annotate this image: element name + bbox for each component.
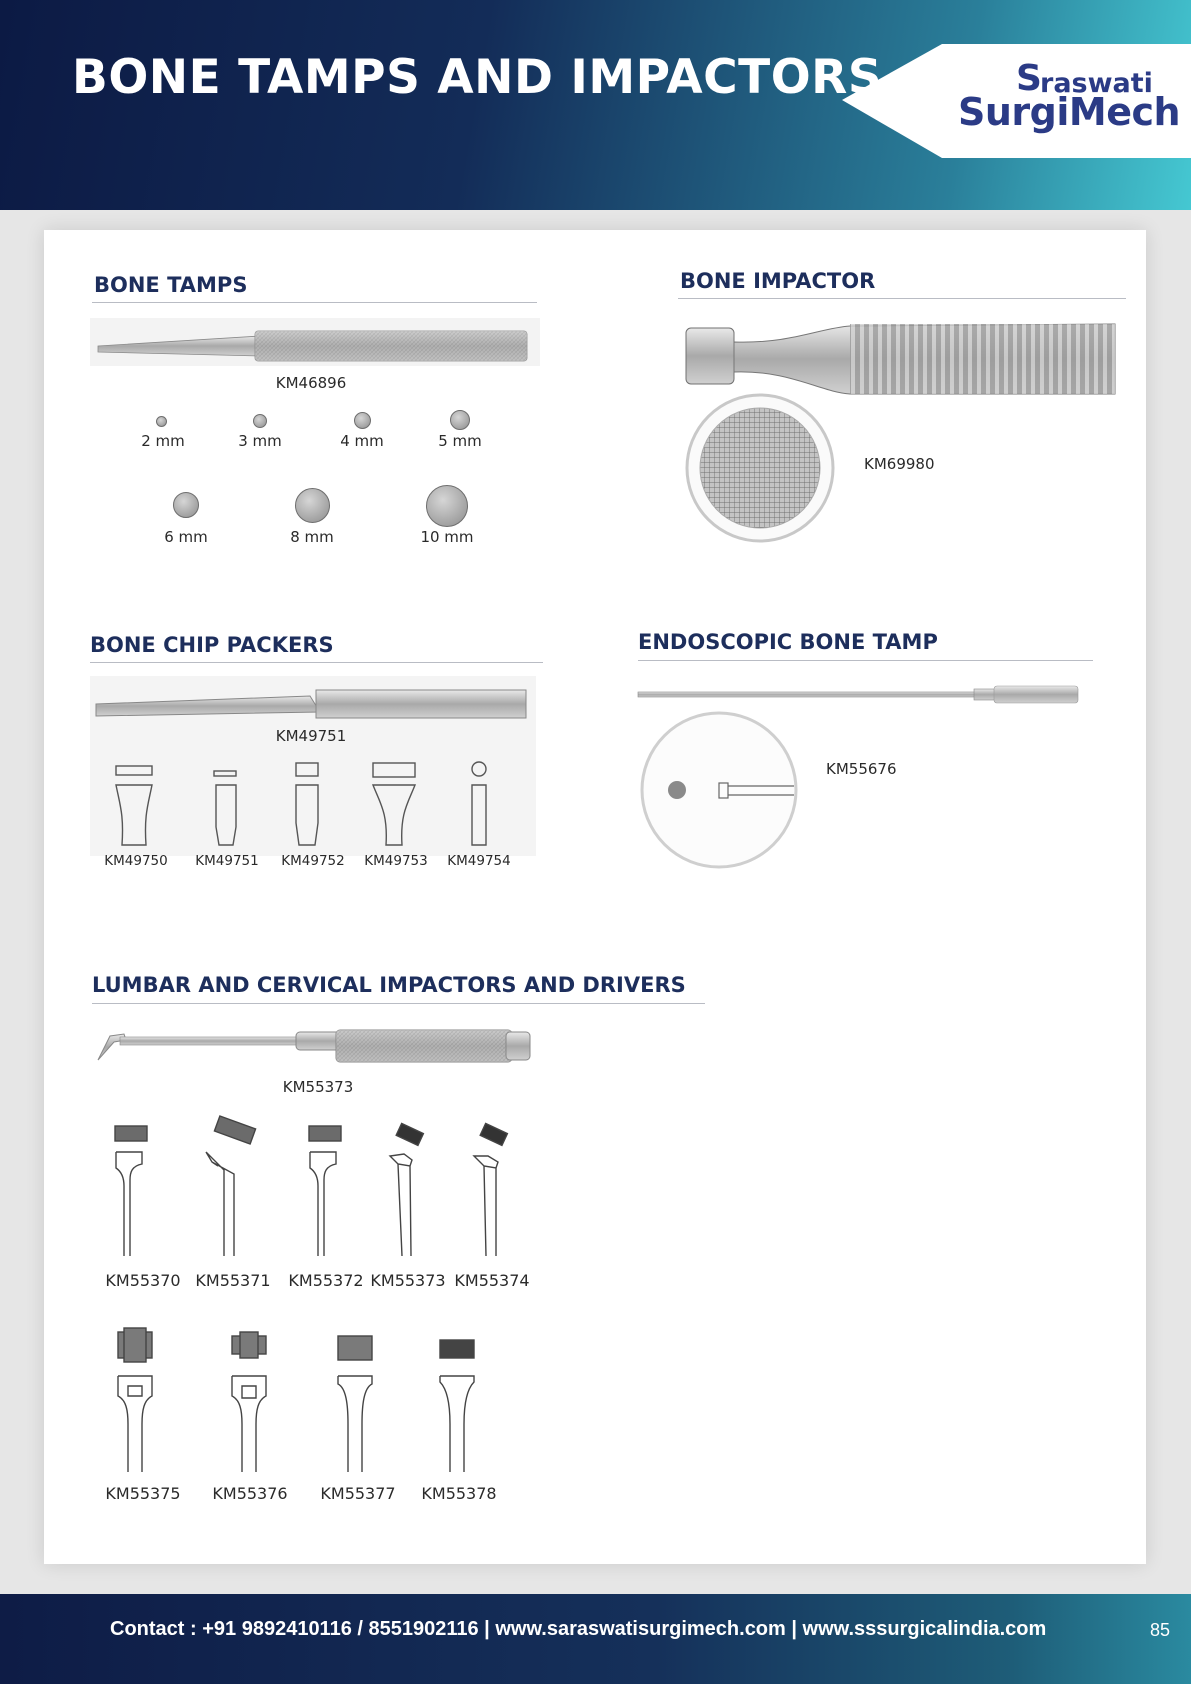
tip-size-label: 8 mm	[290, 528, 334, 546]
section-title-lumbar-cervical: LUMBAR AND CERVICAL IMPACTORS AND DRIVERS	[92, 973, 686, 997]
lumbar-impactor-tip-drawings-row2	[100, 1324, 520, 1474]
section-title-bone-chip-packers: BONE CHIP PACKERS	[90, 633, 334, 657]
endoscopic-bone-tamp-tip-detail	[639, 710, 799, 870]
tip-size-dot	[295, 488, 330, 523]
page-number: 85	[1150, 1620, 1171, 1640]
impactor-variant-label: KM55377	[320, 1484, 396, 1503]
impactor-variant-label: KM55375	[105, 1484, 181, 1503]
bone-impactor-tip-detail	[684, 392, 836, 544]
impactor-variant-label: KM55373	[370, 1271, 446, 1290]
tip-size-label: 5 mm	[438, 432, 482, 450]
section-rule	[92, 1003, 705, 1004]
chip-packer-variant-label: KM49750	[104, 853, 168, 869]
bone-impactor-instrument-image	[680, 318, 1120, 400]
tip-size-dot	[253, 414, 267, 428]
tip-size-dot	[450, 410, 470, 430]
logo-s-letter: S	[1016, 58, 1042, 99]
section-title-bone-impactor: BONE IMPACTOR	[680, 269, 876, 293]
section-rule	[90, 662, 543, 663]
chip-packer-variant-label: KM49754	[447, 853, 511, 869]
chip-packer-variant-label: KM49753	[364, 853, 428, 869]
chip-packer-tip-drawings	[96, 755, 526, 850]
tip-size-label: 2 mm	[141, 432, 185, 450]
tip-size-dot	[156, 416, 167, 427]
endoscopic-bone-tamp-model-label: KM55676	[826, 760, 897, 778]
bone-tamp-instrument-image	[90, 318, 540, 366]
lumbar-impactor-instrument-image	[96, 1024, 538, 1068]
bone-impactor-model-label: KM69980	[864, 455, 935, 473]
tip-size-label: 6 mm	[164, 528, 208, 546]
chip-packer-variant-label: KM49751	[195, 853, 259, 869]
impactor-variant-label: KM55372	[288, 1271, 364, 1290]
chip-packer-variant-label: KM49752	[281, 853, 345, 869]
tip-size-dot	[173, 492, 199, 518]
impactor-variant-label: KM55370	[105, 1271, 181, 1290]
bone-chip-packers-model-label: KM49751	[275, 727, 347, 745]
section-rule	[678, 298, 1126, 299]
section-rule	[92, 302, 537, 303]
page-title: BONE TAMPS AND IMPACTORS	[72, 50, 883, 105]
section-rule	[638, 660, 1093, 661]
logo-text-line2: SurgiMech	[958, 90, 1181, 134]
tip-size-label: 10 mm	[420, 528, 474, 546]
lumbar-cervical-model-label: KM55373	[282, 1078, 354, 1096]
section-title-endoscopic-bone-tamp: ENDOSCOPIC BONE TAMP	[638, 630, 938, 654]
impactor-variant-label: KM55378	[421, 1484, 497, 1503]
tip-size-dot	[426, 485, 468, 527]
bone-tamps-model-label: KM46896	[275, 374, 347, 392]
endoscopic-bone-tamp-instrument-image	[636, 682, 1082, 708]
tip-size-dot	[354, 412, 371, 429]
impactor-variant-label: KM55371	[195, 1271, 271, 1290]
section-title-bone-tamps: BONE TAMPS	[94, 273, 248, 297]
impactor-variant-label: KM55376	[212, 1484, 288, 1503]
tip-size-label: 3 mm	[238, 432, 282, 450]
logo-text-line1: raswati	[1040, 68, 1153, 99]
lumbar-impactor-tip-drawings-row1	[100, 1120, 540, 1260]
impactor-variant-label: KM55374	[454, 1271, 530, 1290]
footer-contact-text: Contact : +91 9892410116 / 8551902116 | www.saraswatisurgimech.com | www.sssurgicalindia.com	[110, 1618, 1047, 1640]
tip-size-label: 4 mm	[340, 432, 384, 450]
